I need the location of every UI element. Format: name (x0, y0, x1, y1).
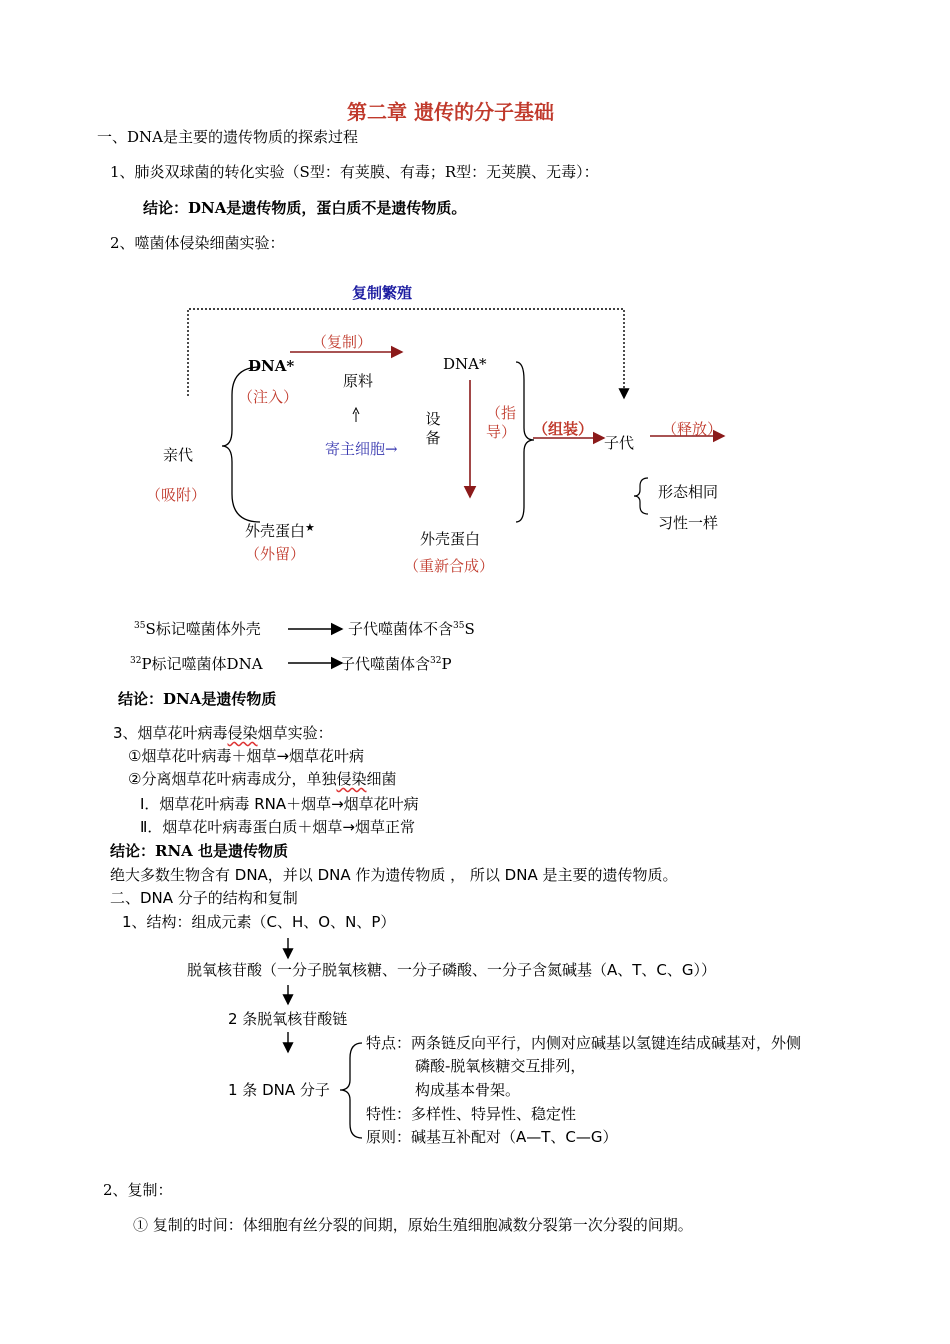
conclusion-1: 结论：DNA是遗传物质，蛋白质不是遗传物质。 (143, 199, 467, 217)
p32-result: 子代噬菌体含$^{32}$P (340, 655, 452, 673)
feature-line-3: 构成基本骨架。 (415, 1081, 521, 1099)
structure-elements: 1、结构：组成元素（C、H、O、N、P） (122, 913, 396, 931)
item-3-1: ①烟草花叶病毒＋烟草→烟草花叶病 (128, 747, 365, 765)
parent-label: 亲代 (163, 446, 194, 464)
item-3-i: Ⅰ．烟草花叶病毒 RNA＋烟草→烟草花叶病 (140, 795, 419, 813)
item-3-ii: Ⅱ．烟草花叶病毒蛋白质＋烟草→烟草正常 (140, 818, 415, 836)
copy-label: （复制） (312, 333, 373, 351)
molecule-line: 1 条 DNA 分子 (228, 1081, 330, 1099)
equipment-label: 设备 (425, 410, 441, 447)
feature-line-1: 特点：两条链反向平行，内侧对应碱基以氢键连结成碱基对，外侧 (366, 1034, 802, 1052)
chain-line: 2 条脱氧核苷酸链 (228, 1010, 348, 1028)
coat-protein-star-label: 外壳蛋白★ (245, 521, 315, 540)
summary: 绝大多数生物含有 DNA，并以 DNA 作为遗传物质 ， 所以 DNA 是主要的遗传物质。 (110, 866, 678, 884)
same-shape-label: 形态相同 (658, 483, 719, 501)
item-3-2: ②分离烟草花叶病毒成分，单独侵染细菌 (128, 770, 397, 788)
raw-material-label: 原料 (343, 372, 374, 390)
coat-protein-label: 外壳蛋白 (420, 530, 481, 548)
inject-label: （注入） (238, 388, 299, 406)
item-3: 3、烟草花叶病毒侵染烟草实验： (113, 724, 333, 742)
p32-label: $^{32}$P标记噬菌体DNA (130, 655, 263, 673)
section-heading-1: 一、DNA是主要的遗传物质的探索过程 (97, 128, 358, 146)
dna-star-label: DNA* (248, 357, 295, 375)
s35-label: $^{35}$S标记噬菌体外壳 (134, 620, 261, 638)
resynthesize-label: （重新合成） (404, 557, 495, 575)
item-2: 2、噬菌体侵染细菌实验： (110, 234, 285, 252)
feature-line-2: 磷酸-脱氧核糖交互排列， (415, 1057, 586, 1075)
property-line: 特性：多样性、特异性、稳定性 (366, 1105, 577, 1123)
offspring-label: 子代 (604, 434, 635, 452)
section-heading-2: 二、DNA 分子的结构和复制 (110, 889, 298, 907)
release-label: （释放） (662, 420, 723, 438)
principle-line: 原则：碱基互补配对（A—T、C—G） (366, 1128, 618, 1146)
same-habit-label: 习性一样 (658, 514, 719, 532)
copy-heading: 2、复制： (103, 1181, 173, 1199)
guide-label: （指导） (486, 404, 517, 441)
dna-star-label-2: DNA* (443, 355, 487, 373)
conclusion-3: 结论：RNA 也是遗传物质 (110, 842, 289, 860)
s35-result: 子代噬菌体不含$^{35}$S (348, 620, 475, 638)
assemble-label: （组装） (533, 420, 594, 438)
star-icon: ★ (305, 521, 315, 534)
leave-outside-label: （外留） (245, 545, 306, 563)
host-cell-label: 寄主细胞→ (325, 440, 398, 458)
page-title: 第二章 遗传的分子基础 (347, 100, 554, 124)
item-1: 1、肺炎双球菌的转化实验（S型：有荚膜、有毒；R型：无荚膜、无毒）： (110, 163, 599, 181)
conclusion-2: 结论：DNA是遗传物质 (118, 690, 277, 708)
replicate-label: 复制繁殖 (352, 284, 413, 302)
nucleotide-line: 脱氧核苷酸（一分子脱氧核糖、一分子磷酸、一分子含氮碱基（A、T、C、G）） (187, 961, 717, 979)
copy-time: ① 复制的时间：体细胞有丝分裂的间期，原始生殖细胞减数分裂第一次分裂的间期。 (133, 1216, 693, 1234)
adsorb-label: （吸附） (146, 486, 207, 504)
